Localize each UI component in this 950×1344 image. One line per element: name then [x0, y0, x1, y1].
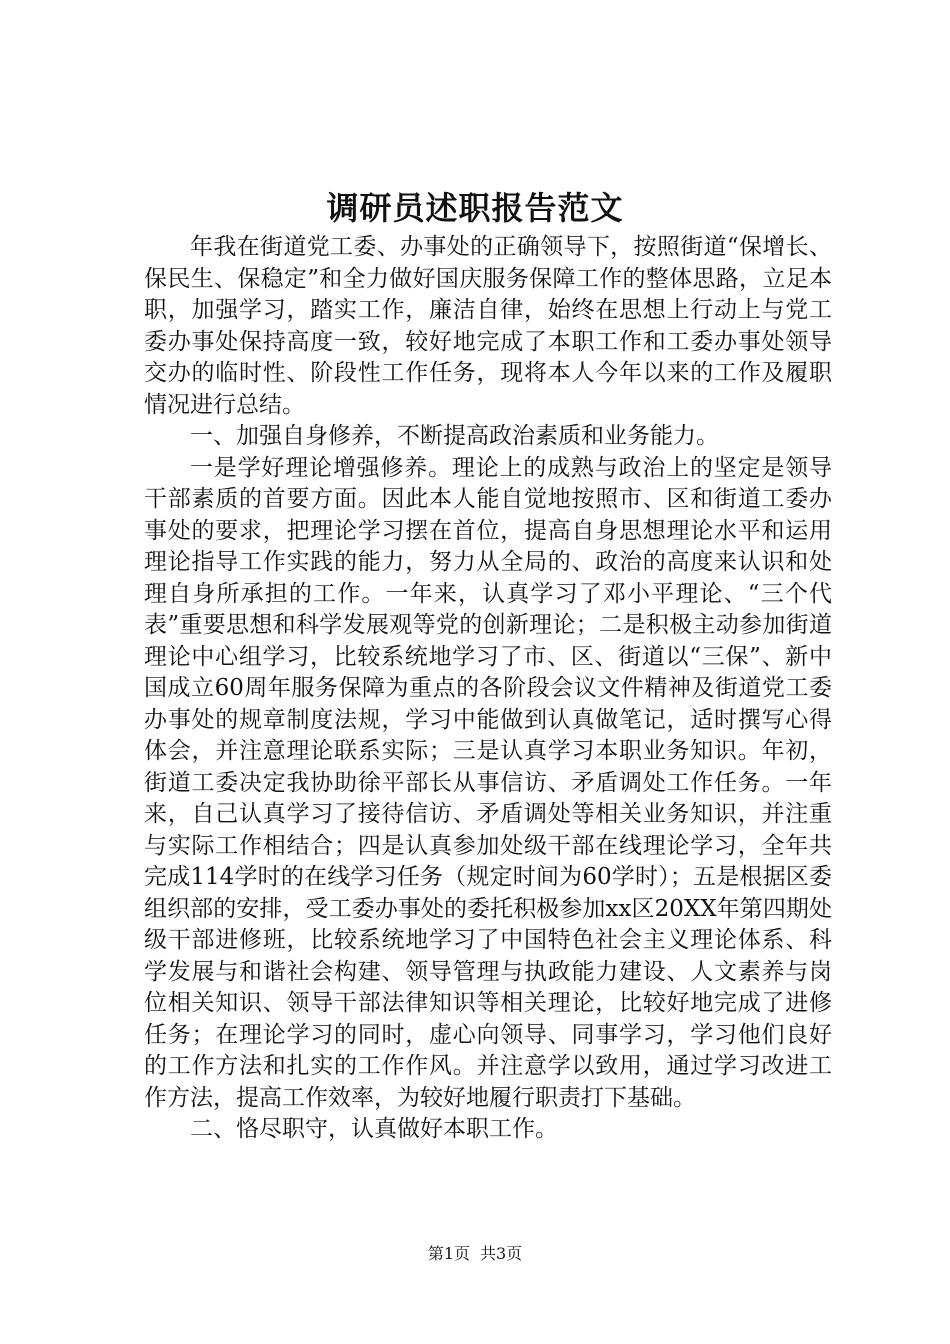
document-title: 调研员述职报告范文 [326, 189, 624, 227]
page-footer [0, 1243, 950, 1265]
section-heading-1: 一、加强自身修养，不断提高政治素质和业务能力。 [190, 423, 719, 449]
paragraph-intro: 年我在街道党工委、办事处的正确领导下，按照街道“保增长、保民生、保稳定”和全力做好国庆服务保障工作的整体思路，立足本职，加强学习，踏实工作，廉洁自律，始终在思想上行动上与党工委办事处保持高度一致，较好地完成了本职工作和工委办事处领导交办的临时性、阶段性工作任务，现将本人今年以来的工作及履职情况进行总结。 [144, 234, 832, 418]
page-total: 共3页 [480, 1244, 523, 1263]
page-number: 第1页 [427, 1244, 470, 1263]
paragraph-study: 一是学好理论增强修养。理论上的成熟与政治上的坚定是领导干部素质的首要方面。因此本人能自觉地按照市、区和街道工委办事处的要求，把理论学习摆在首位，提高自身思想理论水平和运用理论指导工作实践的能力，努力从全局的、政治的高度来认识和处理自身所承担的工作。一年来，认真学习了邓小平理论、“三个代表”重要思想和科学发展观等党的创新理论；二是积极主动参加街道理论中心组学习，比较系统地学习了市、区、街道以“三保”、新中国成立60周年服务保障为重点的各阶段会议文件精神及街道党工委办事处的规章制度法规，学习中能做到认真做笔记，适时撰写心得体会，并注意理论联系实际；三是认真学习本职业务知识。年初，街道工委决定我协助徐平部长从事信访、矛盾调处工作任务。一年来，自己认真学习了接待信访、矛盾调处等相关业务知识，并注重与实际工作相结合；四是认真参加处级干部在线理论学习，全年共完成114学时的在线学习任务（规定时间为60学时）；五是根据区委组织部的安排，受工委办事处的委托积极参加xx区20XX年第四期处级干部进修班，比较系统地学习了中国特色社会主义理论体系、科学发展与和谐社会构建、领导管理与执政能力建设、人文素养与岗位相关知识、领导干部法律知识等相关理论，比较好地完成了进修任务；在理论学习的同时，虚心向领导、同事学习，学习他们良好的工作方法和扎实的工作作风。并注意学以致用，通过学习改进工作方法，提高工作效率，为较好地履行职责打下基础。 [144, 454, 832, 1111]
document-body [144, 232, 832, 1146]
section-heading-2: 二、恪尽职守，认真做好本职工作。 [190, 1116, 558, 1142]
